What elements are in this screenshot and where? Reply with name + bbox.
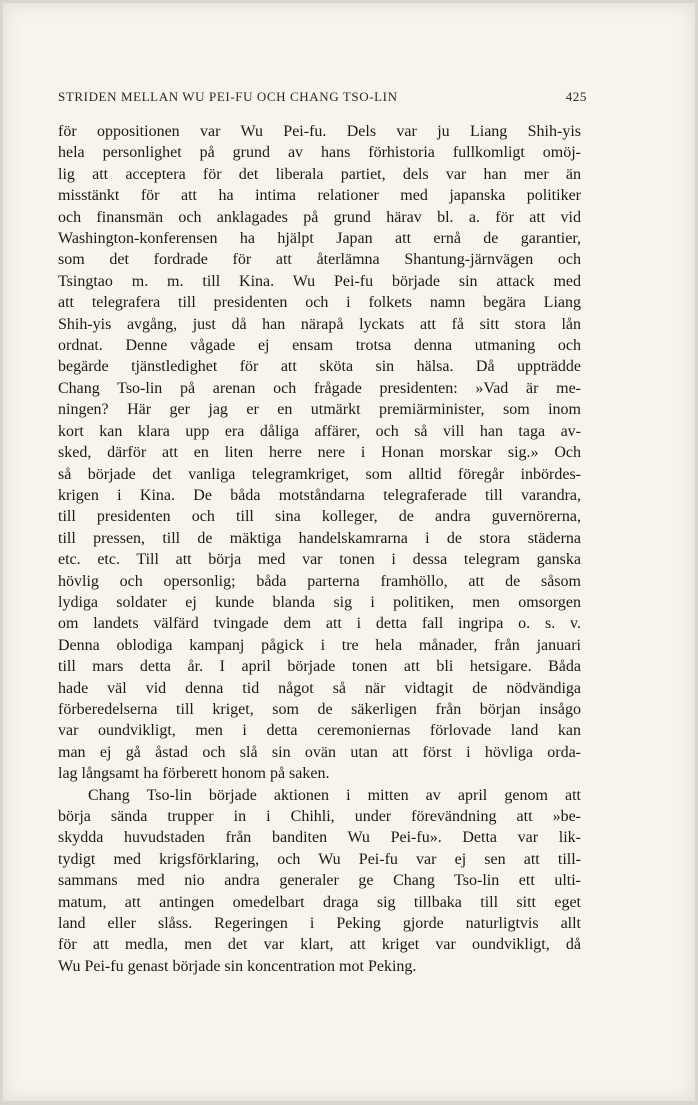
text-line: till presidenten och till sina kolleger, de andra guvernörerna, [58,508,581,526]
text-line: lag långsamt ha förberett honom på saken. [58,765,330,783]
text-line: så började det vanliga telegramkriget, som alltid föregår inbördes- [58,465,581,483]
running-title: STRIDEN MELLAN WU PEI-FU OCH CHANG TSO-LIN [58,89,398,104]
text-line: ningen? Här ger jag er en utmärkt premiärminister, som inom [58,401,581,419]
text-line: Washington-konferensen ha hjälpt Japan att ernå de garantier, [58,230,581,248]
text-line: matum, att antingen omedelbart draga sig tillbaka till sitt eget [58,893,581,911]
text-line: var oundvikligt, men i detta ceremoniernas förlovade land kan [58,722,581,740]
running-head [58,89,587,105]
text-line: Chang Tso-lin började aktionen i mitten av april genom att [88,786,581,804]
paragraph [58,121,581,785]
text-line: begärde tjänstledighet för att sköta sin hälsa. Då uppträdde [58,358,581,376]
page-number: 425 [565,89,587,104]
paragraph [58,785,581,978]
text-line: förberedelserna till kriget, som de säkerligen från början insågo [58,700,581,718]
text-line: lig att acceptera för det liberala partiet, dels var han mer än [58,165,581,183]
text-line: Shih-yis avgång, just då han närapå lyckats att få sitt stora lån [58,315,581,333]
text-line: sammans med nio andra generaler ge Chang Tso-lin ett ulti- [58,872,581,890]
text-line: till pressen, till de mäktiga handelskamrarna i de stora städerna [58,529,581,547]
body-text [58,121,581,977]
text-line: börja sända trupper in i Chihli, under förevändning att »be- [58,808,581,825]
text-line: man ej gå åstad och slå sin ovän utan att först i hövliga orda- [58,743,581,761]
text-line: till mars detta år. I april började tonen att bli hetsigare. Båda [58,658,581,676]
text-line: som det fordrade för att återlämna Shantung-järnvägen och [58,251,581,269]
text-line: skydda huvudstaden från banditen Wu Pei-fu». Detta var lik- [58,829,581,847]
text-line: Wu Pei-fu genast började sin koncentration mot Peking. [58,957,417,975]
text-line: Chang Tso-lin på arenan och frågade presidenten: »Vad är me- [58,379,581,397]
text-line: Tsingtao m. m. till Kina. Wu Pei-fu började sin attack med [58,272,581,290]
book-page [3,3,695,1101]
text-line: att telegrafera till presidenten och i folkets namn begära Liang [58,294,581,312]
text-line: för oppositionen var Wu Pei-fu. Dels var ju Liang Shih-yis [58,123,581,140]
text-line: hade väl vid denna tid något så när vidtagit de nödvändiga [58,679,581,697]
text-line: etc. etc. Till att börja med var tonen i dessa telegram ganska [58,551,581,569]
text-line: lydiga soldater ej kunde blanda sig i politiken, men omsorgen [58,593,581,611]
text-line: för att medla, men det var klart, att kriget var oundvikligt, då [58,936,581,954]
text-line: om landets välfärd tvingade dem att i detta fall ingripa o. s. v. [58,615,581,633]
text-line: krigen i Kina. De båda motståndarna telegraferade till varandra, [58,486,581,504]
text-line: land eller slåss. Regeringen i Peking gjorde naturligtvis allt [58,915,581,933]
text-line: och finansmän och anklagades på grund härav bl. a. för att vid [58,208,581,226]
text-line: tydigt med krigsförklaring, och Wu Pei-fu var ej sen att till- [58,850,581,868]
text-line: misstänkt för att ha intima relationer med japanska politiker [58,187,581,205]
text-line: hela personlighet på grund av hans förhistoria fullkomligt omöj- [58,144,581,162]
text-line: Denna oblodiga kampanj pågick i tre hela månader, från januari [58,636,581,654]
text-line: sked, därför att en liten herre nere i Honan morskar sig.» Och [58,444,581,462]
text-line: hövlig och opersonlig; båda parterna framhöllo, att de såsom [58,572,581,590]
text-line: kort kan klara upp era dåliga affärer, och så vill han taga av- [58,422,581,440]
text-line: ordnat. Denne vågade ej ensam trotsa denna utmaning och [58,337,581,355]
